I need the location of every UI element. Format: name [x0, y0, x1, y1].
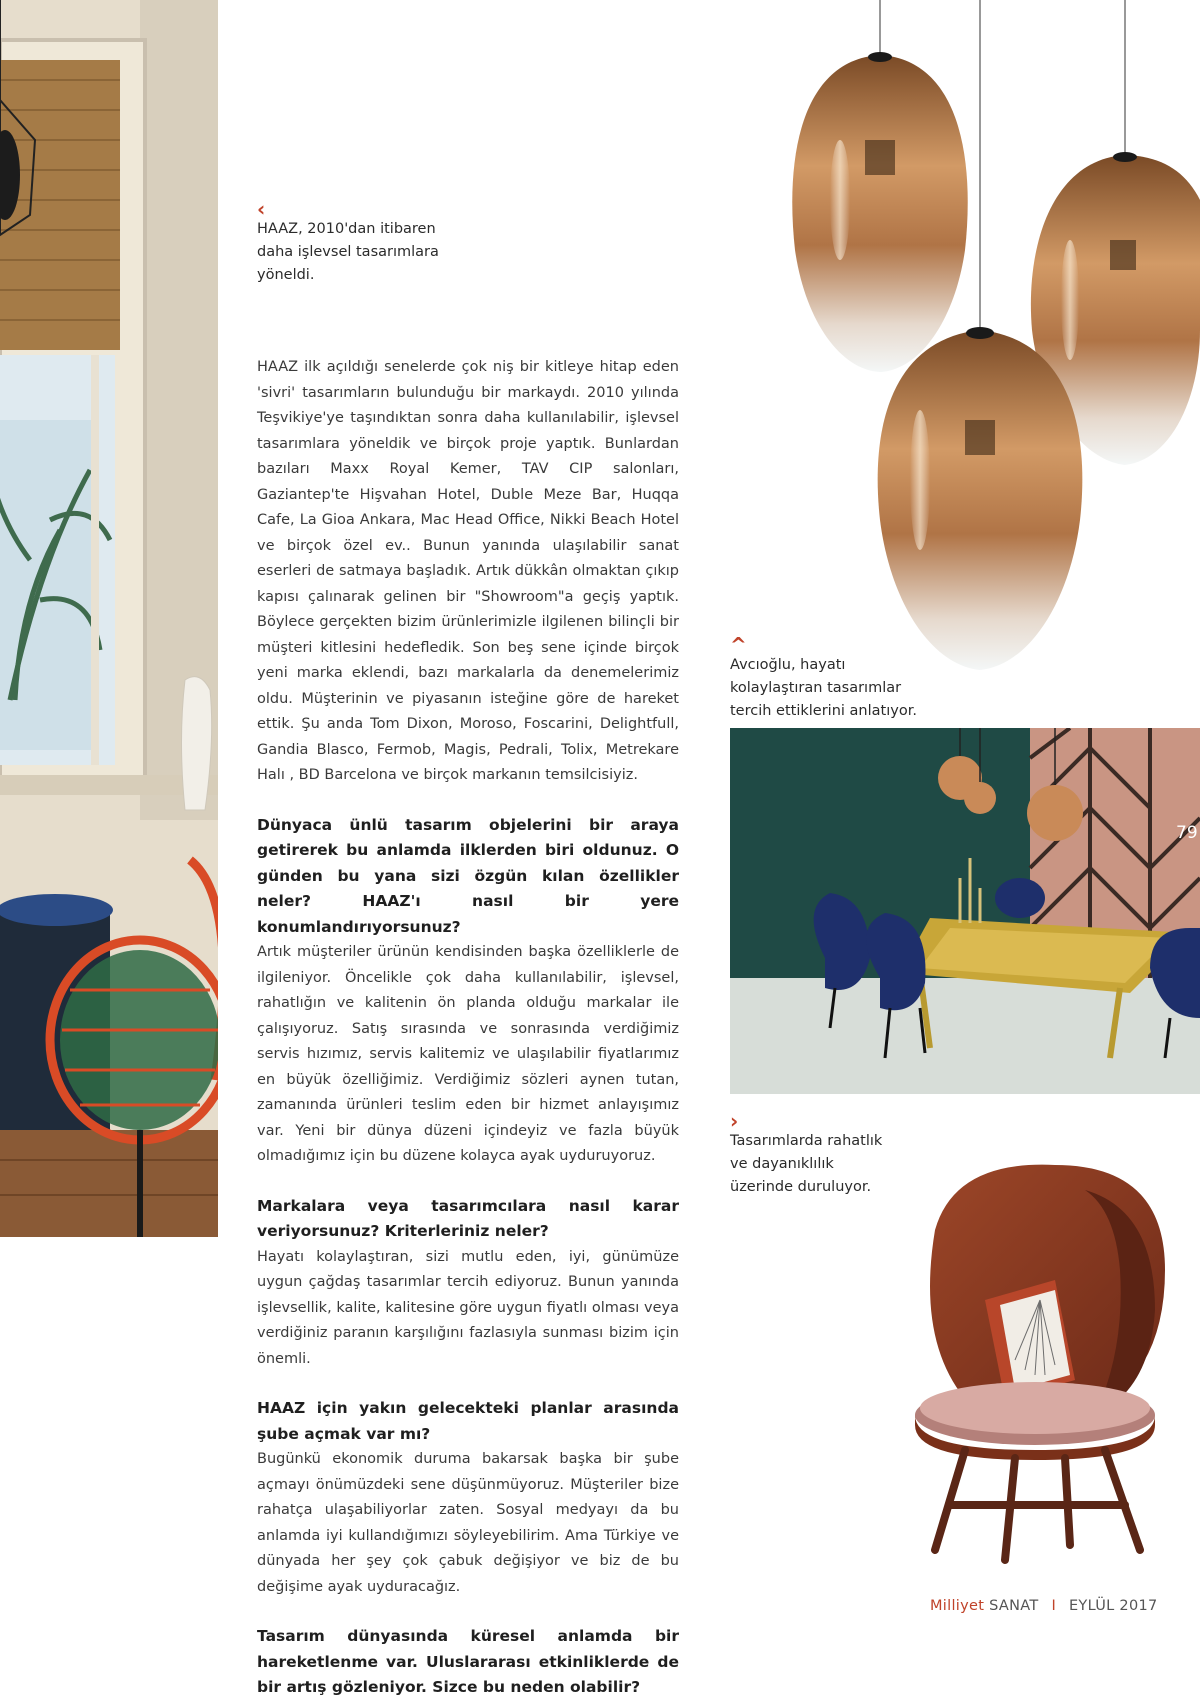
interior-photo-left [0, 0, 218, 1237]
caption-right-bottom-text: Tasarımlarda rahatlık ve dayanıklılık üzerinde duruluyor. [730, 1133, 883, 1195]
chevron-up-icon: ^ [730, 633, 747, 657]
interview-answer: Artık müşteriler ürünün kendisinden başka özelliklerle de ilgileniyor. Öncelikle çok daha kullanılabilir, işlevsel, rahatlığın ve kalitenin ön planda olduğu markalar ile çalışıyoruz. Satış sırasında ve sonrasında verdiğimiz servis hızımız, servis kalitemiz ve ulaşılabilir fiyatlarımız en büyük özelliğimiz. Verdiğimiz sözleri aynen tutan, zamanında ürünleri teslim eden bir hizmet anlayışımız var. Yeni bir dünya düzeni içindeyiz ve fazla büyük olmadığımız için bu düzene kolayca ayak uyduruyoruz. [257, 944, 679, 1164]
armchair-photo [855, 1150, 1200, 1570]
interview-answer: Bugünkü ekonomik duruma bakarsak başka bir şube açmayı önümüzdeki sene düşünmüyoruz. Müşteriler bize rahatça ulaşabiliyorlar zaten. Sosyal medyayı da bu anlamda iyi kullandığımızı söyleyebilirim. Ama Türkiye ve dünyada her şey çok çabuk değişiyor ve biz de bu değişime ayak uyduracağız. [257, 1451, 679, 1595]
dining-room-illustration [730, 728, 1200, 1094]
article-paragraph: HAAZ ilk açıldığı senelerde çok niş bir kitleye hitap eden 'sivri' tasarımların bulunduğu bir markaydı. 2010 yılında Teşvikiye'ye taşındıktan sonra daha kullanılabilir, işlevsel tasarımlara yöneldik ve birçok proje yaptık. Bunlardan bazıları Maxx Royal Kemer, TAV CIP salonları, Gaziantep'te Hişvahan Hotel, Duble Meze Bar, Huqqa Cafe, La Gioa Ankara, Mac Head Office, Nikki Beach Hotel ve birçok özel ev.. Bunun yanında ulaşılabilir sanat eserleri de satmaya başladık. Artık dükkân olmaktan çıkıp kapısı çalınarak gelinen bir "Showroom"a geçiş yaptık. Böylece gerçekten bizim ürünlerimizle ilgilenen bilinçli bir müşteri kitlesini hedefledik. Son beş sene içinde birçok yeni marka eklendi, bazı markalarla da denemelerimiz oldu. Müşterinin ve piyasanın isteğine göre de hareket ettik. Şu anda Tom Dixon, Moroso, Foscarini, Delightfull, Gandia Blasco, Fermob, Magis, Pedrali, Tolix, Metrekare Halı , BD Barcelona ve birçok markanın temsilcisiyiz. [257, 359, 679, 783]
interview-question: HAAZ için yakın gelecekteki planlar arasında şube açmak var mı? [257, 1399, 679, 1443]
velvet-armchair-illustration [855, 1150, 1200, 1570]
interview-question: Tasarım dünyasında küresel anlamda bir hareketlenme var. Uluslararası etkinliklerde de bir artış gözleniyor. Sizce bu neden olabilir? [257, 1627, 679, 1696]
caption-right-top-text: Avcıoğlu, hayatı kolaylaştıran tasarımlar tercih ettiklerini anlatıyor. [730, 657, 917, 719]
footer-brand: Milliyet [930, 1598, 985, 1614]
caption-right-top [730, 633, 930, 723]
room-illustration [0, 0, 218, 1237]
chevron-right-icon: › [730, 1109, 739, 1133]
copper-lamps-illustration [770, 0, 1200, 690]
interview-question: Markalara veya tasarımcılara nasıl karar veriyorsunuz? Kriterleriniz neler? [257, 1196, 679, 1240]
page-footer [930, 1598, 1158, 1614]
footer-issue: EYLÜL 2017 [1068, 1598, 1158, 1614]
interview-answer: Hayatı kolaylaştıran, sizi mutlu eden, iyi, günümüze uygun çağdaş tasarımlar tercih ediyoruz. Bunun yanında işlevsellik, kalite, kalitesine göre uygun fiyatlı olması veya verdiğiniz paranın karşılığını fazlasıyla sunması bizim için önemli. [257, 1248, 679, 1367]
interview-question: Dünyaca ünlü tasarım objelerini bir araya getirerek bu anlamda ilklerden biri oldunuz. O günden bu yana sizi özgün kılan özellikler neler? HAAZ'ı nasıl bir yere konumlandırıyorsunuz? [257, 815, 679, 936]
footer-separator: I [1051, 1598, 1057, 1614]
pendant-lamps-photo [770, 0, 1200, 690]
caption-left [257, 197, 457, 287]
chevron-left-icon: ‹ [257, 197, 266, 221]
article-body [257, 355, 679, 1701]
dining-room-photo [730, 728, 1200, 1094]
footer-magazine: SANAT [989, 1598, 1039, 1614]
caption-left-text: HAAZ, 2010'dan itibaren daha işlevsel tasarımlara yöneldi. [257, 221, 439, 283]
page-number: 79 [1176, 823, 1198, 843]
